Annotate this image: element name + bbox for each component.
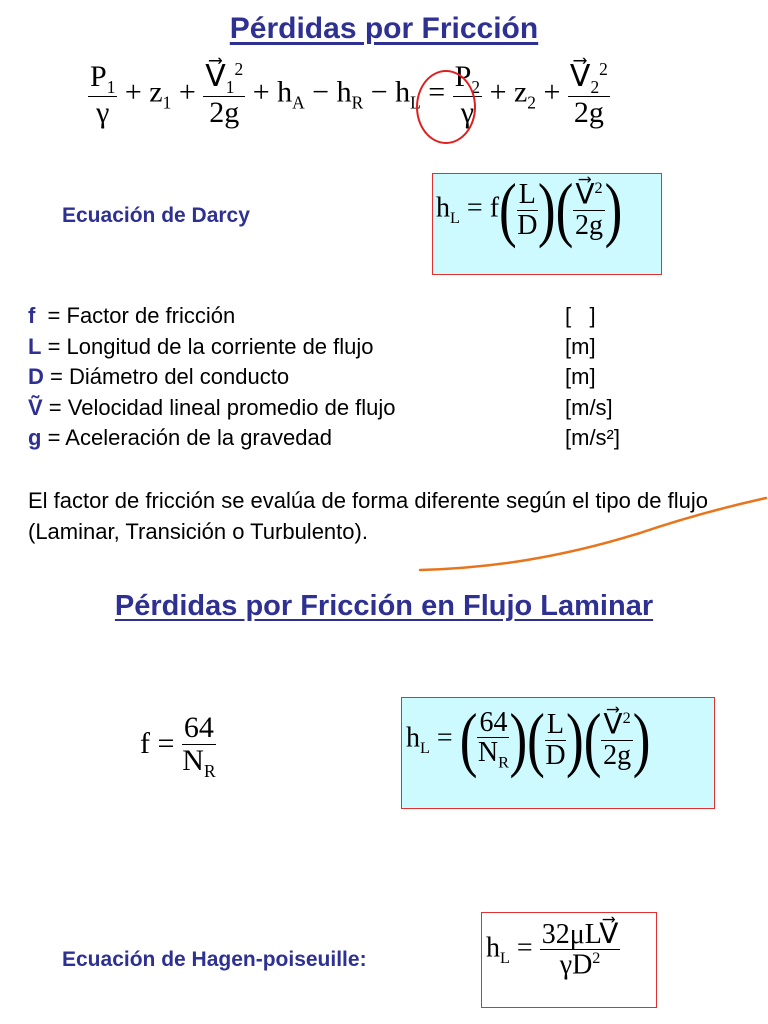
definition-row: f = Factor de fricción [ ] [28,303,596,328]
laminar-head-loss-equation: $h_L$ = ( $\frac{64}{N_R}$ )( $\frac{L}{D}$ )( $\frac{V⃗^2}{2g}$ ) [406,700,651,780]
darcy-equation: $h_L = f$( $\frac{L}{D}$ )( $\frac{V⃗^2}{2g}$ ) [436,170,623,250]
definition-row: D = Diámetro del conducto [m] [28,364,596,389]
definition-row: L = Longitud de la corriente de flujo [m] [28,333,596,359]
hagen-poiseuille-label: Ecuación de Hagen-poiseuille: [62,948,367,971]
darcy-label: Ecuación de Darcy [62,204,250,227]
hl-highlight-circle [416,70,476,144]
variable-definitions [28,301,620,454]
laminar-section-title: Pérdidas por Fricción en Flujo Laminar [114,590,654,622]
page-title: Pérdidas por Fricción [229,12,539,45]
friction-factor-note: El factor de fricción se evalúa de forma diferente según el tipo de flujo (Laminar, Transición o Turbulento). [28,488,708,544]
hagen-poiseuille-equation: $h_L$ = $\frac{\text{32μLV⃗}}{\gamma D^2}$ [486,919,619,981]
laminar-friction-factor-equation: f = $\frac{64}{N_R}$ [140,711,216,781]
definition-row: Ṽ = Velocidad lineal promedio de flujo [m/s] [28,394,613,420]
energy-equation: $\frac{P_1}{\gamma}$ + $z_1$ + $\frac{V⃗_1^2}{2g}$ + $h_A - h_R - h_L$ = $\frac{P_2}{\gamma}$ + $z_2$ + $\frac{V⃗_2^2}{2g}$ [90,59,608,130]
definition-row: g = Aceleración de la gravedad [m/s²] [28,425,620,450]
handwritten-annotation-stroke [410,488,768,578]
